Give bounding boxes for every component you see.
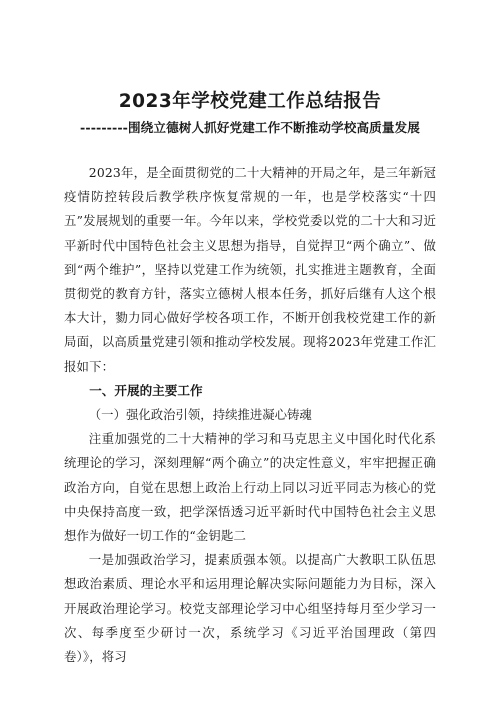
document-title: 2023年学校党建工作总结报告 xyxy=(118,91,382,112)
intro-paragraph: 2023年，是全面贯彻党的二十大精神的开局之年，是三年新冠疫情防控转段后教学秩序恢复常规的一年，也是学校落实“十四五”发展规划的重要一年。今年以来，学校党委以党的二十大和习近平新时代中国特色社会主义思想为指导，自觉捍卫“两个确立”、做到“两个维护”，坚持以党建工作为统领，扎实推进主题教育，全面贯彻党的教育方针，落实立德树人根本任务，抓好后继有人这个根本大计，勠力同心做好学校各项工作，不断开创我校党建工作的新局面，以高质量党建引领和推动学校发展。现将2023年党建工作汇报如下： xyxy=(64,165,436,374)
body-paragraph: 一是加强政治学习，提素质强本领。以提高广大教职工队伍思想政治素质、理论水平和运用理论解决实际问题能力为目标，深入开展政治理论学习。校党支部理论学习中心组坚持每月至少学习一次、每季度至少研讨一次，系统学习《习近平治国理政（第四卷）》，将习 xyxy=(64,552,436,665)
document-subtitle: ---------围绕立德树人抓好党建工作不断推动学校高质量发展 xyxy=(80,120,420,135)
section-heading: 一、开展的主要工作 xyxy=(89,382,203,398)
document-body xyxy=(64,161,436,669)
body-paragraph: 注重加强党的二十大精神的学习和马克思主义中国化时代化系统理论的学习，深刻理解“两个确立”的决定性意义，牢牢把握正确政治方向，自觉在思想上政治上行动上同以习近平同志为核心的党中央保持高度一致，把学深悟透习近平新时代中国特色社会主义思想作为做好一切工作的“金钥匙二 xyxy=(64,431,436,544)
subsection-heading: （一）强化政治引领，持续推进凝心铸魂 xyxy=(88,407,312,423)
